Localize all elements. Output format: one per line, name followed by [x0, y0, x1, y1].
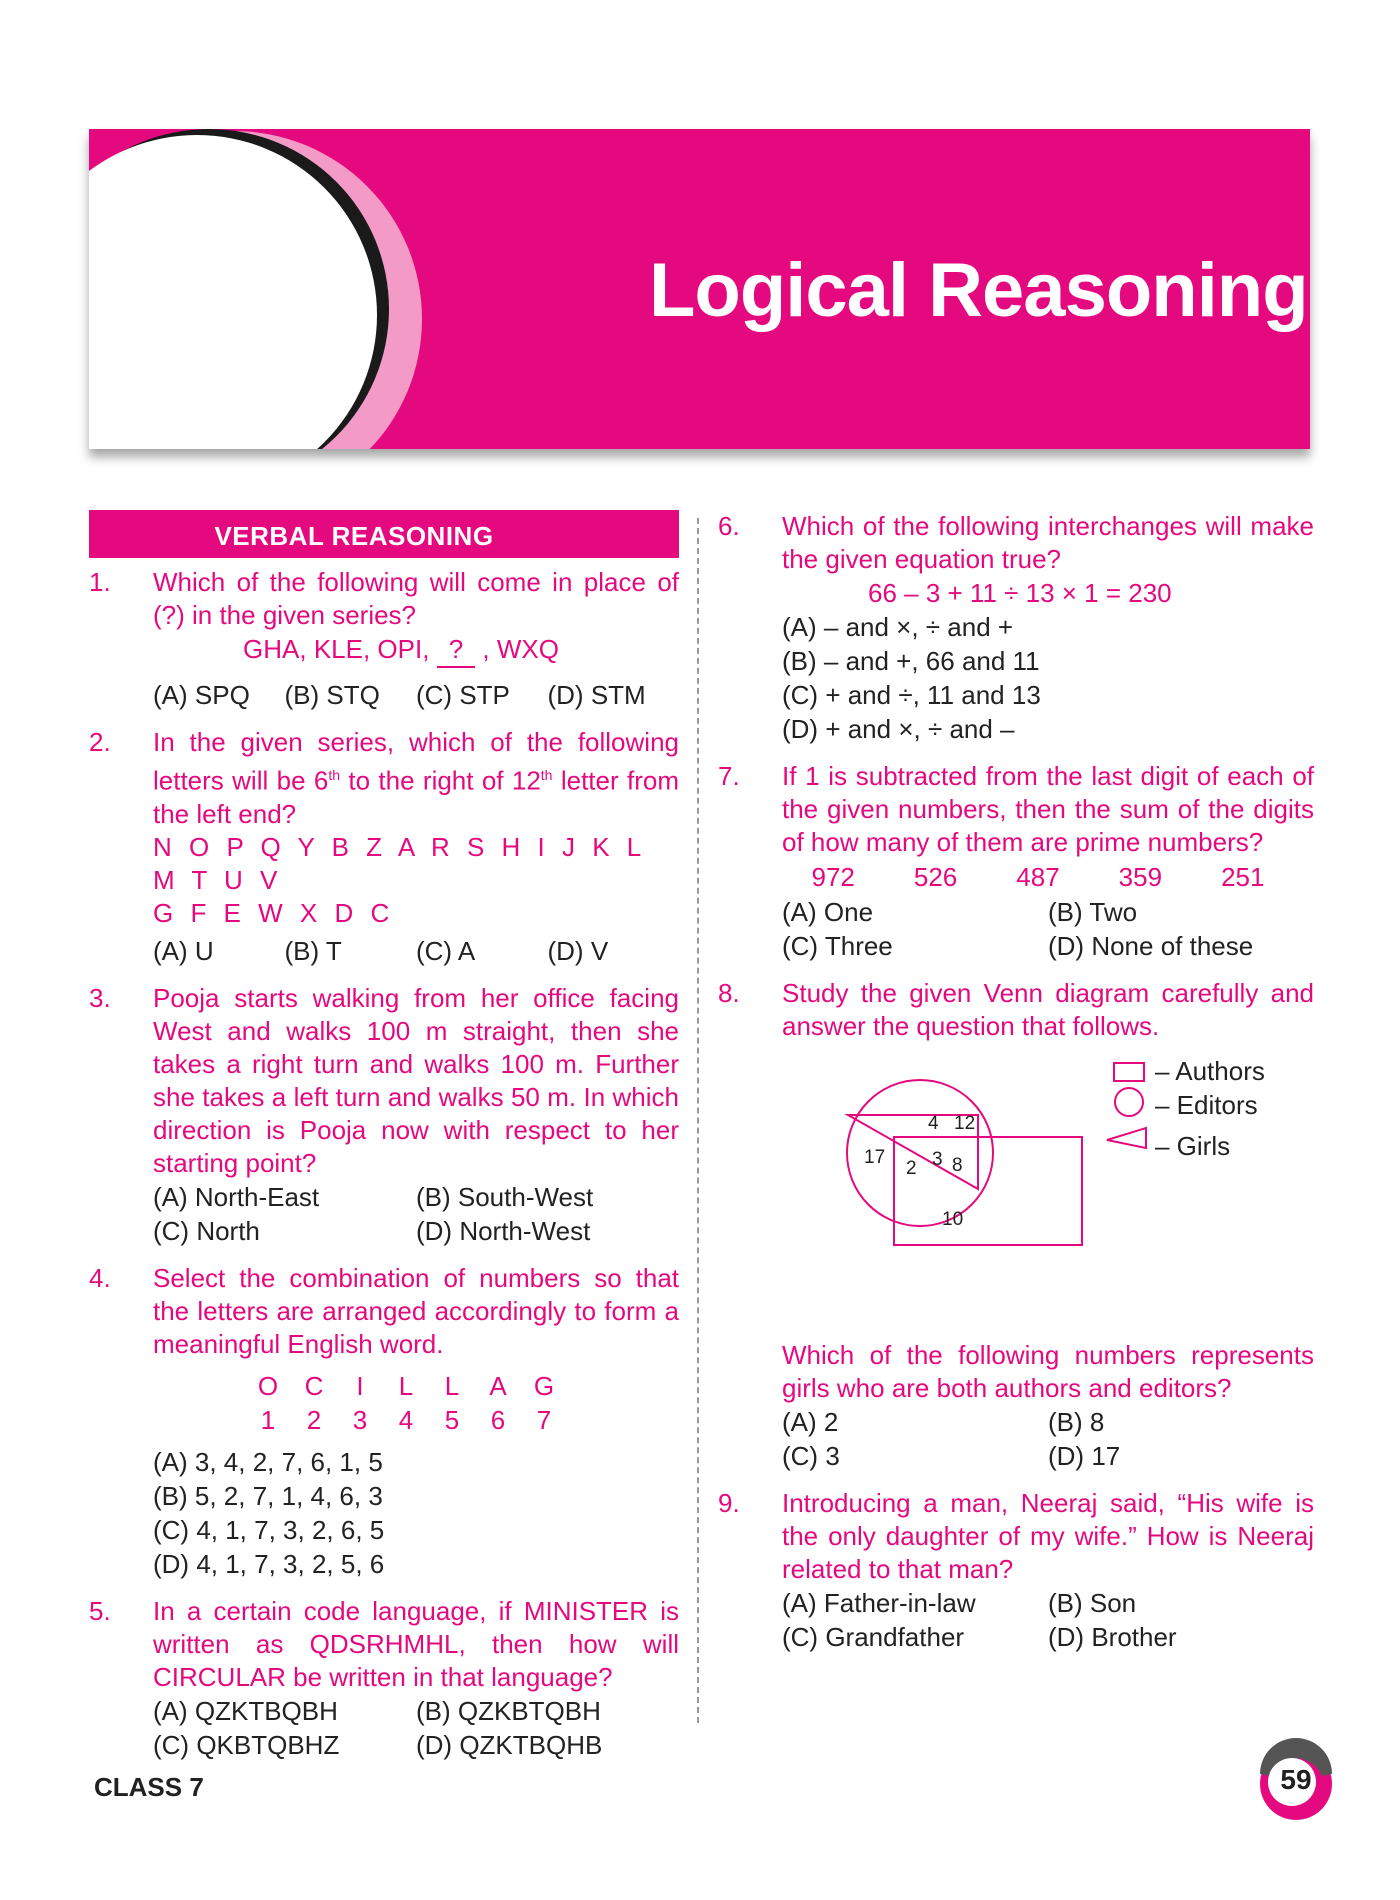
option-c[interactable]: (C) + and ÷, 11 and 13 — [782, 680, 1041, 710]
page-number: 59 — [1280, 1764, 1312, 1795]
options — [782, 1405, 1314, 1473]
question-number: 1. — [89, 567, 111, 597]
question-stem: Which of the following will come in place of (?) in the given series? — [153, 567, 679, 630]
question-stem: Select the combination of numbers so that the letters are arranged accordingly to form a meaningful English word. — [153, 1262, 679, 1359]
grid-letter: L — [444, 1370, 460, 1401]
option-c[interactable]: (C) 3 — [782, 1441, 840, 1471]
option-d[interactable]: (D) + and ×, ÷ and – — [782, 714, 1015, 744]
option-b[interactable]: (B) 5, 2, 7, 1, 4, 6, 3 — [153, 1480, 383, 1511]
question-stem: Introducing a man, Neeraj said, “His wife is the only daughter of my wife.” How is Neeraj related to that man? — [782, 1488, 1314, 1584]
option-b[interactable]: (B) QZKBTQBH — [416, 1695, 601, 1726]
given-number: 526 — [913, 862, 958, 892]
grid-number: 7 — [536, 1404, 552, 1435]
options — [782, 1586, 1314, 1654]
authors-rectangle — [894, 1137, 1082, 1245]
question-8 — [718, 977, 1314, 1473]
given-number: 487 — [1016, 862, 1060, 892]
option-d[interactable]: (D) 17 — [1048, 1441, 1121, 1471]
option-a[interactable]: (A) Father-in-law — [782, 1588, 976, 1618]
page-title: Logical Reasoning — [649, 248, 1308, 333]
legend-rectangle — [1114, 1063, 1144, 1081]
options — [153, 1445, 679, 1581]
option-c[interactable]: (C) A — [416, 935, 476, 966]
column-divider — [697, 518, 699, 1723]
grid-number: 5 — [444, 1404, 460, 1435]
options — [153, 934, 679, 968]
legend-label: – Girls — [1155, 1131, 1231, 1161]
venn-label: 2 — [906, 1158, 917, 1179]
grid-number: 4 — [398, 1404, 414, 1435]
option-b[interactable]: (B) STQ — [284, 680, 380, 710]
question-9 — [718, 1487, 1314, 1654]
grid-letter: G — [533, 1370, 555, 1401]
question-number: 2. — [89, 727, 111, 757]
series-line — [153, 632, 679, 668]
question-4 — [89, 1262, 679, 1581]
venn-drawing — [782, 1049, 1312, 1339]
question-2 — [89, 726, 679, 968]
grid-number: 1 — [260, 1404, 276, 1435]
question-7 — [718, 760, 1314, 963]
left-column — [89, 510, 679, 1776]
option-c[interactable]: (C) 4, 1, 7, 3, 2, 6, 5 — [153, 1514, 385, 1545]
venn-label: 10 — [942, 1209, 964, 1230]
option-b[interactable]: (B) 8 — [1048, 1407, 1105, 1437]
option-a[interactable]: (A) 3, 4, 2, 7, 6, 1, 5 — [153, 1446, 383, 1477]
letter-series: N O P Q Y B Z A R S H I J K L M T U V — [153, 831, 646, 895]
series-part: GHA, KLE, OPI, — [243, 634, 430, 664]
options — [782, 895, 1314, 963]
question-number: 5. — [89, 1595, 111, 1626]
header-banner — [89, 129, 1310, 449]
option-a[interactable]: (A) U — [153, 935, 214, 966]
class-label: CLASS 7 — [94, 1772, 204, 1802]
option-a[interactable]: (A) One — [782, 897, 874, 927]
question-3 — [89, 982, 679, 1248]
grid-number: 2 — [306, 1404, 322, 1435]
question-1 — [89, 566, 679, 712]
venn-label: 3 — [932, 1149, 943, 1170]
option-a[interactable]: (A) SPQ — [153, 680, 250, 710]
equation: 66 – 3 + 11 ÷ 13 × 1 = 230 — [868, 578, 1172, 608]
grid-letter: A — [489, 1370, 507, 1401]
option-a[interactable]: (A) North-East — [153, 1181, 320, 1212]
option-a[interactable]: (A) QZKTBQBH — [153, 1695, 338, 1726]
letter-series: G F E W X D C — [153, 897, 395, 928]
option-d[interactable]: (D) Brother — [1048, 1622, 1177, 1652]
option-c[interactable]: (C) Grandfather — [782, 1622, 965, 1652]
question-5 — [89, 1595, 679, 1762]
stem-part: In the given series, which of the following letters will be 6 — [153, 727, 679, 796]
option-b[interactable]: (B) Two — [1048, 897, 1138, 927]
option-d[interactable]: (D) North-West — [416, 1215, 591, 1246]
legend-circle — [1115, 1088, 1143, 1116]
section-heading: VERBAL REASONING — [89, 510, 679, 558]
given-number: 251 — [1221, 862, 1265, 892]
question-stem: If 1 is subtracted from the last digit of each of the given numbers, then the sum of the digits of how many of them are prime numbers? — [782, 761, 1314, 857]
question-number: 8. — [718, 978, 740, 1008]
option-b[interactable]: (B) – and +, 66 and 11 — [782, 646, 1040, 676]
question-number: 4. — [89, 1262, 111, 1293]
question-stem: Study the given Venn diagram carefully and answer the question that follows. — [782, 978, 1314, 1041]
stem-part: to the right of 12 — [340, 765, 541, 796]
option-d[interactable]: (D) 4, 1, 7, 3, 2, 5, 6 — [153, 1548, 385, 1579]
options — [153, 678, 679, 712]
question-6 — [718, 510, 1314, 746]
stem-part: letter from the left end? — [153, 765, 679, 829]
grid-letter: I — [356, 1370, 364, 1401]
legend-label: – Authors — [1155, 1056, 1265, 1086]
right-column — [718, 510, 1314, 1668]
grid-number: 3 — [352, 1404, 368, 1435]
option-b[interactable]: (B) South-West — [416, 1181, 594, 1212]
grid-letter: C — [304, 1370, 324, 1401]
number-row — [782, 859, 1314, 895]
given-number: 359 — [1118, 862, 1163, 892]
options — [153, 1180, 679, 1248]
superscript: th — [328, 767, 341, 783]
question-number: 7. — [718, 761, 740, 791]
question-number: 6. — [718, 511, 740, 541]
series-blank: ? — [437, 632, 475, 668]
question-stem: Which of the following interchanges will make the given equation true? — [782, 511, 1314, 574]
venn-diagram — [782, 1049, 1314, 1339]
option-b[interactable]: (B) T — [284, 935, 342, 966]
venn-label: 8 — [952, 1155, 963, 1176]
option-b[interactable]: (B) Son — [1048, 1588, 1137, 1618]
letter-grid — [133, 1369, 679, 1437]
question-number: 9. — [718, 1488, 740, 1518]
grid-number: 6 — [490, 1404, 506, 1435]
question-stem: In a certain code language, if MINISTER is written as QDSRHMHL, then how will CIRCULAR be written in that language? — [153, 1595, 679, 1692]
option-c[interactable]: (C) QKBTQBHZ — [153, 1729, 340, 1760]
options — [153, 1694, 679, 1762]
options — [782, 610, 1314, 746]
option-c[interactable]: (C) North — [153, 1215, 260, 1246]
legend-label: – Editors — [1155, 1090, 1258, 1120]
venn-label: 12 — [954, 1113, 976, 1134]
question-stem — [153, 726, 679, 831]
grid-letter: L — [398, 1370, 414, 1401]
legend-triangle — [1107, 1128, 1146, 1148]
series-part: , WXQ — [482, 634, 559, 664]
option-d[interactable]: (D) QZKTBQHB — [416, 1729, 603, 1760]
option-a[interactable]: (A) – and ×, ÷ and + — [782, 612, 1014, 642]
given-number: 972 — [811, 862, 855, 892]
option-d[interactable]: (D) STM — [547, 680, 646, 710]
venn-label: 4 — [928, 1113, 939, 1134]
question-stem: Pooja starts walking from her office facing West and walks 100 m straight, then she takes a right turn and walks 100 m. Further she takes a left turn and walks 50 m. In which direction is Pooja now with respect to her starting point? — [153, 982, 679, 1178]
option-d[interactable]: (D) V — [547, 935, 609, 966]
option-c[interactable]: (C) STP — [416, 680, 510, 710]
option-c[interactable]: (C) Three — [782, 931, 893, 961]
option-a[interactable]: (A) 2 — [782, 1407, 839, 1437]
question-followup: Which of the following numbers represents girls who are both authors and editors? — [782, 1340, 1314, 1403]
grid-letter: O — [257, 1370, 279, 1401]
question-number: 3. — [89, 982, 111, 1013]
superscript: th — [540, 767, 553, 783]
option-d[interactable]: (D) None of these — [1048, 931, 1254, 961]
venn-label: 17 — [864, 1147, 886, 1168]
